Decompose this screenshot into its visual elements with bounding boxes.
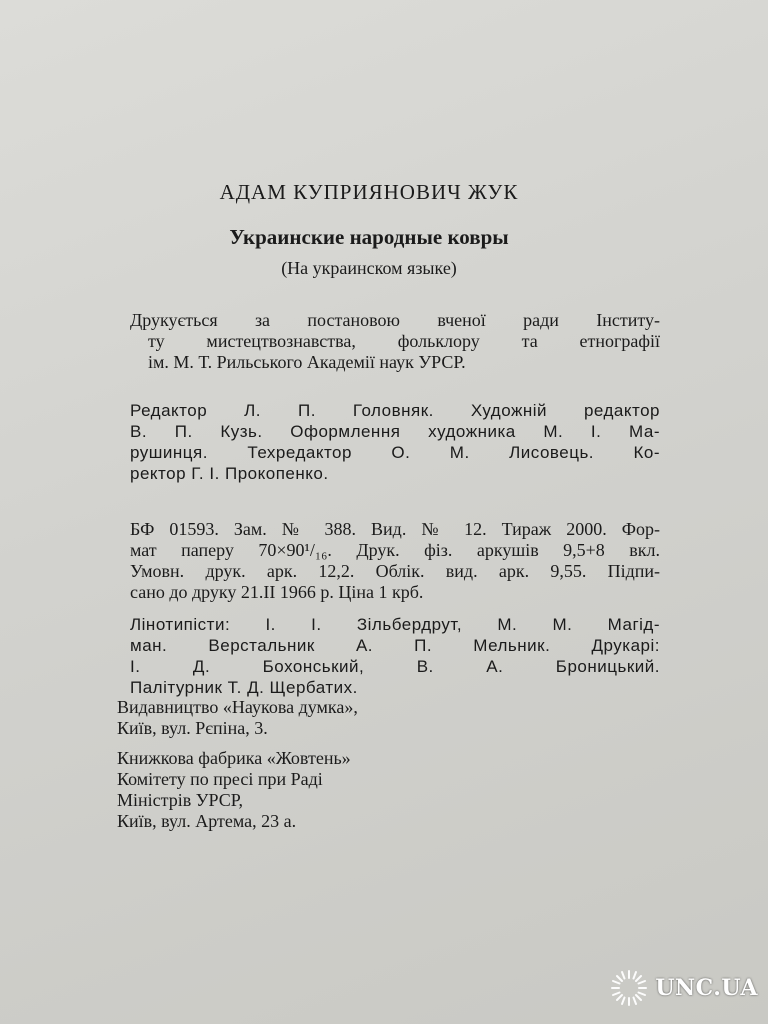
print-info-line: мат паперу 70×90¹/₁₆. Друк. фіз. аркушів 9,5+8 вкл. (130, 540, 660, 560)
editors-credits (130, 400, 660, 484)
print-info-line: сано до друку 21.II 1966 р. Ціна 1 крб. (130, 582, 424, 602)
staff-line: ман. Верстальник А. П. Мельник. Друкарі: (130, 636, 660, 655)
book-title: Украинские народные ковры (229, 225, 509, 249)
staff-line: І. Д. Бохонський, В. А. Броницький. (130, 657, 660, 676)
sunburst-svg (609, 968, 649, 1008)
publisher-line: Видавництво «Наукова думка», (117, 697, 358, 717)
approval-statement (130, 310, 660, 373)
printer-line: Міністрів УРСР, (117, 790, 243, 810)
editors-line: Редактор Л. П. Головняк. Художній редактор (130, 401, 660, 420)
publisher-info (117, 697, 457, 739)
print-info-line: БФ 01593. Зам. № 388. Вид. № 12. Тираж 2000. Фор- (130, 519, 660, 539)
publisher-line: Київ, вул. Рєпіна, 3. (117, 718, 268, 738)
sunburst-icon (609, 968, 649, 1008)
printer-line: Комітету по пресі при Раді (117, 769, 323, 789)
editors-line: В. П. Кузь. Оформлення художника М. І. Ма- (130, 422, 660, 441)
book-author: АДАМ КУПРИЯНОВИЧ ЖУК (219, 180, 519, 204)
print-info (130, 519, 660, 603)
printer-line: Київ, вул. Артема, 23 а. (117, 811, 297, 831)
approval-line: ту мистецтвознавства, фольклору та етнографії (148, 331, 660, 351)
print-info-line: Умовн. друк. арк. 12,2. Облік. вид. арк. 9,55. Підпи- (130, 561, 660, 581)
approval-line: ім. М. Т. Рильського Академії наук УРСР. (148, 352, 466, 372)
watermark-text: UNC.UA (655, 975, 758, 1001)
staff-line: Лінотипісти: І. І. Зільбердрут, М. М. Магід- (130, 615, 660, 634)
staff-line: Палітурник Т. Д. Щербатих. (130, 678, 358, 697)
printer-line: Книжкова фабрика «Жовтень» (117, 748, 351, 768)
watermark (609, 968, 758, 1008)
editors-line: ректор Г. І. Прокопенко. (130, 464, 329, 483)
staff-credits (130, 614, 660, 698)
language-note: (На украинском языке) (281, 258, 457, 278)
approval-line: Друкується за постановою вченої ради Інститу- (130, 310, 660, 330)
editors-line: рушинця. Техредактор О. М. Лисовець. Ко- (130, 443, 660, 462)
printer-info (117, 748, 457, 832)
